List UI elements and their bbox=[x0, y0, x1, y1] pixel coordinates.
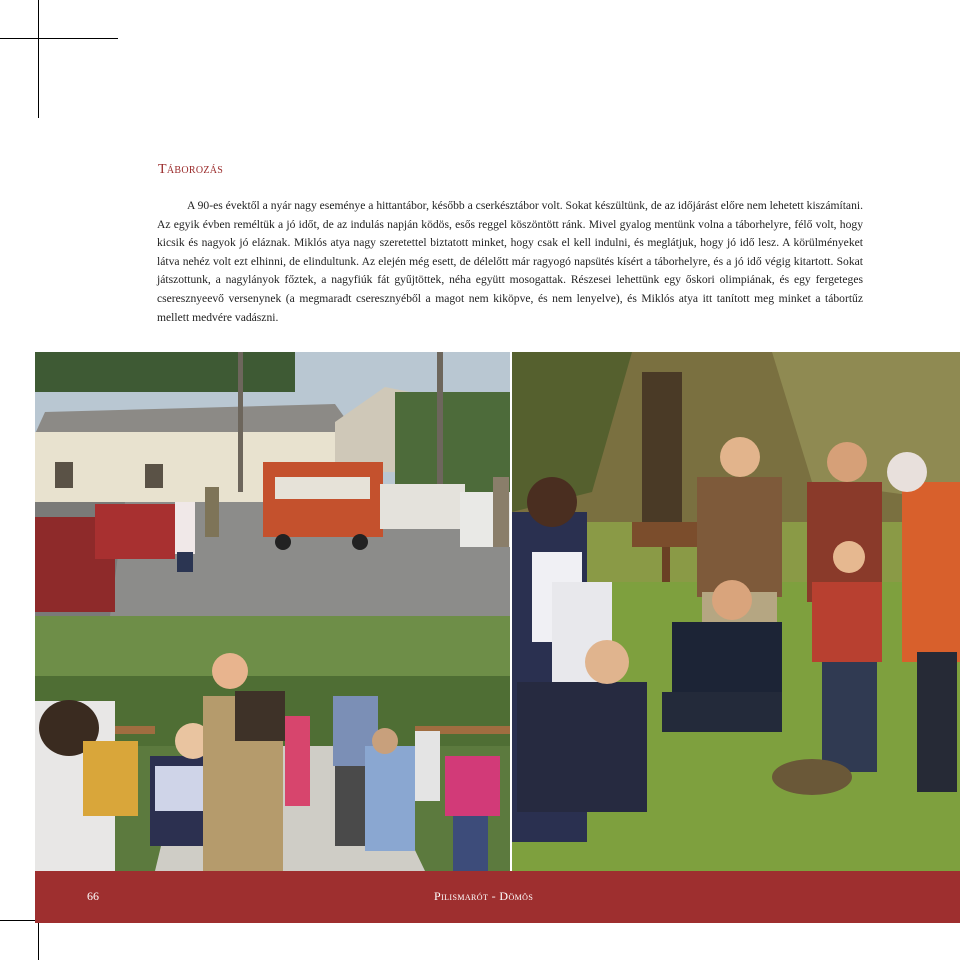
footer-title: Pilismarót - Dömös bbox=[434, 889, 534, 903]
crop-mark-top-horizontal bbox=[0, 38, 118, 39]
footer-bar bbox=[35, 871, 960, 923]
section-title: Táborozás bbox=[158, 162, 224, 177]
photo-group-on-grass bbox=[512, 352, 960, 871]
photo-street-truck bbox=[35, 352, 510, 616]
page-number: 66 bbox=[87, 889, 99, 903]
photo-path-children bbox=[35, 616, 510, 871]
crop-mark-bottom-horizontal bbox=[0, 920, 38, 921]
crop-mark-bottom-vertical bbox=[38, 920, 39, 960]
body-paragraph: A 90-es évektől a nyár nagy eseménye a hittantábor, később a cserkésztábor volt. Sokat készültünk, de az időjárást előre nem lehetett kiszámítani. Az egyik évben reméltük a jó időt, de az indulás napján ködös, esős reggel köszöntött ránk. Mivel gyalog mentünk volna a táborhelyre, félő volt, hogy kicsik és nagyok jó eláznak. Miklós atya nagy szeretettel biztatott minket, hogy csak el kell indulni, és meglátjuk, hogy jó idő lesz. A körülményeket látva nehéz volt ezt elhinni, de elindultunk. Az elején még esett, de délelőtt már ragyogó napsütés kísért a táborhelyre, és a jó idő végig kitartott. Sokat játszottunk, a nagylányok főztek, a nagyfiúk fát gyűjtöttek, néha együtt mosogattak. Részesei lehettünk egy őskori olimpiának, és egy fergeteges cseresznyeevő versenynek (a megmaradt cseresznyéből a magot nem kiköpve, és nem lenyelve), és Miklós atya itt tanított meg minket a tábortűz mellett medvére vadászni. bbox=[157, 199, 863, 324]
crop-mark-top-vertical bbox=[38, 0, 39, 118]
